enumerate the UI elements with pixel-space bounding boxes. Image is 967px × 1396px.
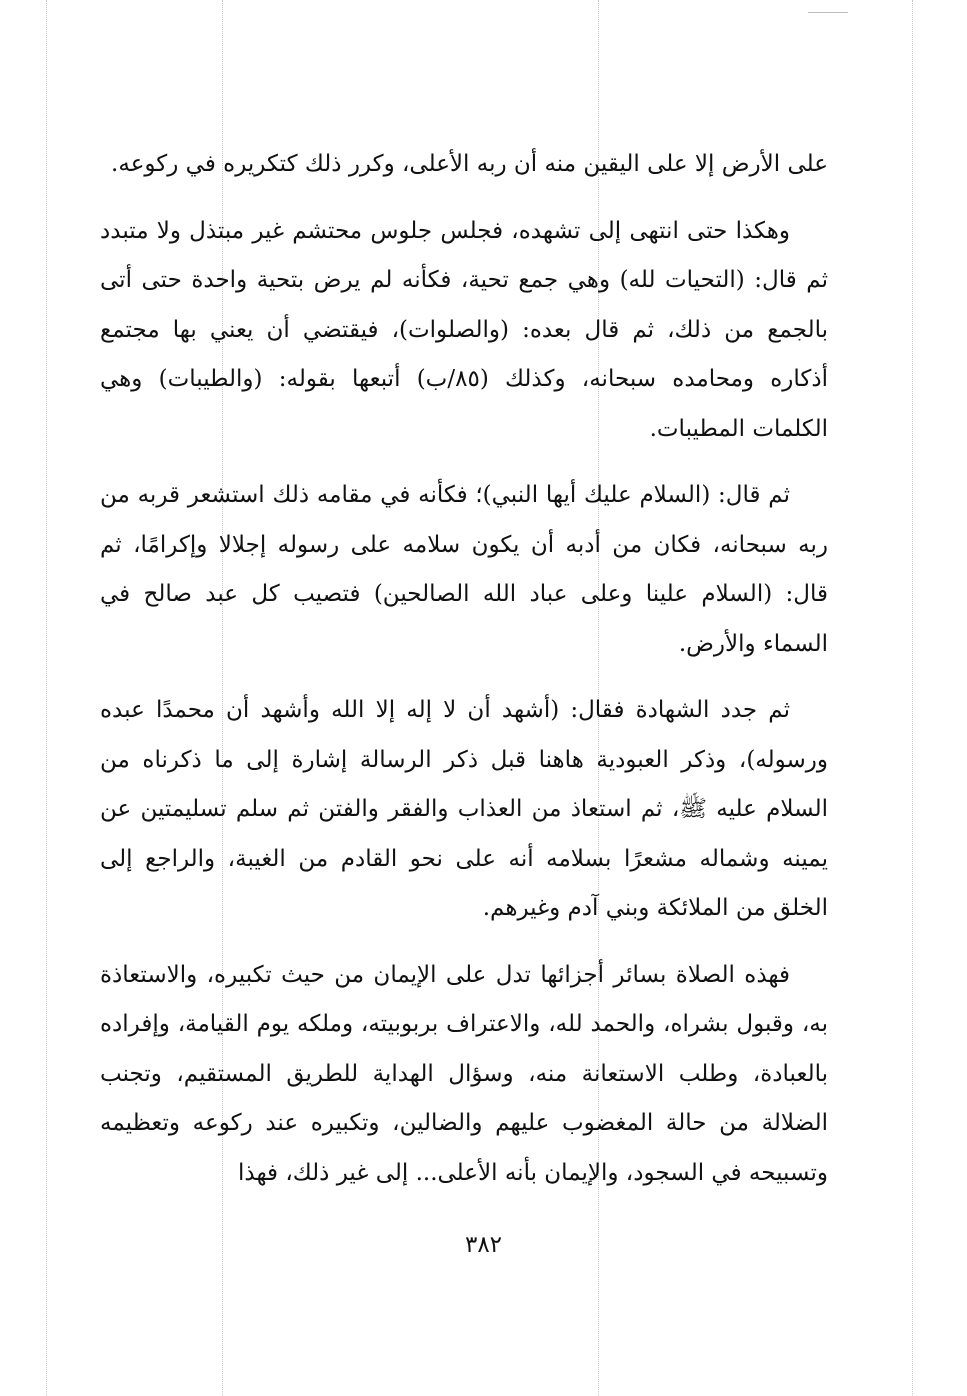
paragraph: وهكذا حتى انتهى إلى تشهده، فجلس جلوس محتشم غير مبتذل ولا متبدد ثم قال: (التحيات لله) وهي جمع تحية، فكأنه لم يرض بتحية واحدة حتى أتى بالجمع من ذلك، ثم قال بعده: (والصلوات)، فيقتضي أن يعني بها مجتمع أذكاره ومحامده سبحانه، وكذلك (٨٥/ب) أتبعها بقوله: (والطيبات) وهي الكلمات المطيبات. <box>100 217 829 442</box>
paragraph: على الأرض إلا على اليقين منه أن ربه الأعلى، وكرر ذلك كتكريره في ركوعه. <box>111 151 828 177</box>
paragraph: ثم قال: (السلام عليك أيها النبي)؛ فكأنه في مقامه ذلك استشعر قربه من ربه سبحانه، فكان من أدبه أن يكون سلامه على رسوله إجلالا وإكرامًا، ثم قال: (السلام علينا وعلى عباد الله الصالحين) فتصيب كل عبد صالح في السماء والأرض. <box>100 482 828 657</box>
page-number: ٣٨٢ <box>464 1232 503 1258</box>
paragraph: فهذه الصلاة بسائر أجزائها تدل على الإيمان من حيث تكبيره، والاستعاذة به، وقبول بشراه، والحمد لله، والاعتراف بربوبيته، وملكه يوم القيامة، وإفراده بالعبادة، وطلب الاستعانة منه، وسؤال الهداية للطريق المستقيم، وتجنب الضلالة من حالة المغضوب عليهم والضالين، وتكبيره عند ركوعه وتعظيمه وتسبيحه في السجود، والإيمان بأنه الأعلى... إلى غير ذلك، فهذا <box>100 961 828 1186</box>
scan-artifact-line <box>912 0 913 1396</box>
scan-artifact-line <box>46 0 47 1396</box>
body-text <box>100 140 828 1215</box>
paragraph: ثم جدد الشهادة فقال: (أشهد أن لا إله إلا الله وأشهد أن محمدًا عبده ورسوله)، وذكر العبودية هاهنا قبل ذكر الرسالة إشارة إلى ما ذكرناه من السلام عليه ﷺ، ثم استعاذ من العذاب والفقر والفتن ثم سلم تسليمتين عن يمينه وشماله مشعرًا بسلامه أنه على نحو القادم من الغيبة، والراجع إلى الخلق من الملائكة وبني آدم وغيرهم. <box>100 697 828 921</box>
scan-artifact-mark <box>808 12 848 13</box>
